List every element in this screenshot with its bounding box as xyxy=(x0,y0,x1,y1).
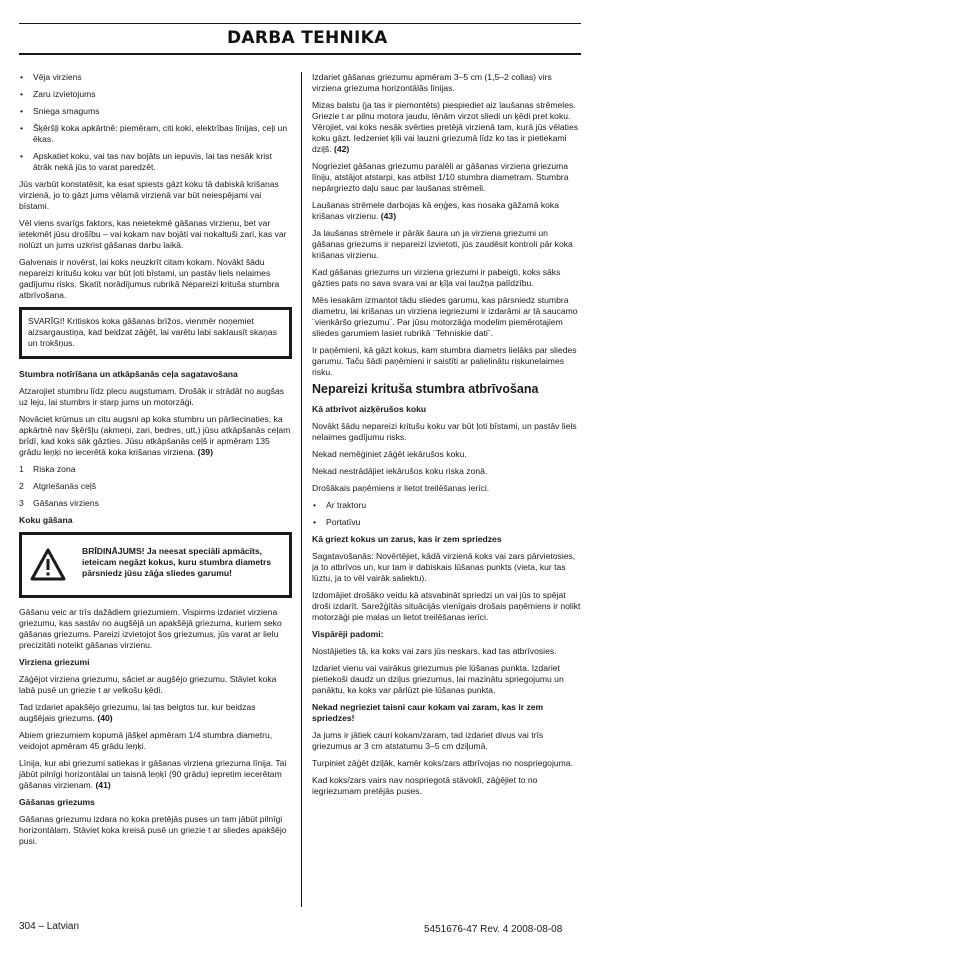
paragraph: Nekad nemēģiniet zāģēt iekārušos koku. xyxy=(312,449,467,459)
important-notice-text: SVARĪGI! Kritiskos koka gāšanas brīžos, vienmēr noņemiet aizsargaustiņa, kad beidzat zāģēt, lai varētu labi saklausīt skaņas un trokšņus. xyxy=(28,316,277,348)
paragraph-text: Mizas balstu (ja tas ir piemontēts) piespiediet aiz laušanas strēmeles. Griezie t ar pilnu motora jaudu, lēnām virzot sliedi un ķēdi pret koku. Vērojiet, vai koks nesāk svērties pretējā virzienā tam, kurā jūs vēlaties koku gāzt. Iedzeniet ķīli vai lauzni griezumā līdz ko tas ir pietiekami dziļš. xyxy=(312,100,579,154)
paragraph: Mēs iesakām izmantot tādu sliedes garumu, kas pārsniedz stumbra diametru, lai krišanas un virziena iegriezumi ir izdarāmi ar tā saucamo ¨vienkāršo griezumu¨. Par jūsu motorzāģa modelim piemērotajiem sliedes garumiem lasiet rubrikā ¨Tehniskie dati¨. xyxy=(312,295,578,338)
item-number: 2 xyxy=(19,481,24,491)
paragraph: Sagatavošanās: Novērtējiet, kādā virzienā koks vai zars pārvietosies, ja to atbrīvos un, kur tam ir dabiskais lūšanas punkts (vieta, kur tas lūztu, ja to vēl vairāk saliektu). xyxy=(312,551,576,583)
paragraph xyxy=(19,758,292,791)
paragraph-text: Līnija, kur abi griezumi satiekas ir gāšanas virziena griezuma līnija. Tai jābūt pilnīgi horizontālai un taisnā leņķī (90 grādu) iepretim iecerētam gāšanas virzienam. xyxy=(19,758,287,790)
item-number: 3 xyxy=(19,498,24,508)
item-text: Riska zona xyxy=(33,464,76,474)
figure-reference: (43) xyxy=(380,211,397,221)
item-text: Gāšanas virziens xyxy=(33,498,99,508)
page-number: 304 – Latvian xyxy=(19,921,80,932)
header-bar xyxy=(19,23,581,55)
paragraph xyxy=(19,702,292,724)
paragraph: Novākt šādu nepareizi kritušu koku var būt ļoti bīstami, un pastāv liels nelaimes gadījumu risks. xyxy=(312,421,577,442)
numbered-item xyxy=(19,464,292,475)
important-notice-box xyxy=(19,307,292,359)
subheading-felling: Koku gāšana xyxy=(19,515,73,525)
paragraph xyxy=(19,414,292,458)
list-item: • Vēja virziens xyxy=(19,72,292,83)
bold-warning-line: Nekad negrieziet taisni caur kokam vai zaram, kas ir zem spriedzes! xyxy=(312,702,544,723)
figure-reference: (41) xyxy=(95,780,111,790)
item-text: Atgriešanās ceļš xyxy=(33,481,97,491)
paragraph-text: Laušanas strēmele darbojas kā eņģes, kas nosaka gāžamā koka krišanas virzienu. xyxy=(312,200,559,221)
paragraph: Drošākais paņēmiens ir lietot treilēšanas ierīci. xyxy=(312,483,490,493)
document-reference: 5451676-47 Rev. 4 2008-08-08 xyxy=(424,924,563,935)
paragraph: Nogrieziet gāšanas griezumu paralēli ar gāšanas virziena griezuma līniju, atstājot atstarpi, kas atbilst 1/10 stumbra diametram. Stumbra nepārgriezto daļu sauc par laušanas strēmeli. xyxy=(312,161,569,193)
paragraph-text: Tad izdariet apakšējo griezumu, lai tas beigtos tur, kur beidzas augšējais griezums. xyxy=(19,702,256,723)
paragraph: Nostājieties tā, ka koks vai zars jūs neskars, kad tas atbrīvosies. xyxy=(312,646,557,656)
subheading-tension: Kā griezt kokus un zarus, kas ir zem spriedzes xyxy=(312,534,502,544)
list-item: • Šķēršļi koka apkārtnē: piemēram, citi koki, elektrības līnijas, ceļi un ēkas. xyxy=(19,123,292,145)
paragraph: Ir paņēmieni, kā gāzt kokus, kam stumbra diametrs lielāks par sliedes garumu. Taču šādi paņēmieni ir saistīti ar palielinātu riskunelaimes risku. xyxy=(312,345,577,377)
figure-reference: (42) xyxy=(333,144,350,154)
list-item: • Ar traktoru xyxy=(312,500,582,511)
list-item: • Sniega smagums xyxy=(19,106,292,117)
column-divider xyxy=(301,72,302,907)
paragraph: Kad koks/zars vairs nav nospriegotā stāvoklī, zāģējiet to no iegriezumam pretējās puses. xyxy=(312,775,538,796)
page-title: DARBA TEHNIKA xyxy=(227,28,388,48)
paragraph: Izdomājiet drošāko veidu kā atsvabināt spriedzi un vai jūs to spējat droši izdarīt. Sarežģītās situācijās vienīgais drošais paņēmiens ir nolikt motorzāģi pie malas un lietot treilēšanas ierīci. xyxy=(312,590,581,622)
figure-reference: (39) xyxy=(197,447,213,457)
warning-box xyxy=(19,532,292,598)
numbered-item xyxy=(19,481,292,492)
bullet-list-winch xyxy=(312,500,582,528)
warning-triangle-icon xyxy=(30,548,66,582)
list-item: • Zaru izvietojums xyxy=(19,89,292,100)
paragraph: Galvenais ir novērst, lai koks neuzkrīt citam kokam. Novākt šādu nepareizi kritušu koku var būt ļoti bīstami, un pastāv liels nelaimes gadījumu risks. Skatīt norādījumus rubrikā Nepareizi krituša stumbra atbrīvošana. xyxy=(19,257,280,300)
paragraph xyxy=(312,200,582,222)
paragraph xyxy=(312,100,582,155)
subheading-felling-cut: Gāšanas griezums xyxy=(19,797,95,807)
paragraph: Ja laušanas strēmele ir pārāk šaura un ja virziena griezumi un gāšanas griezums ir nepareizi izvietoti, jūs zaudēsit kontroli pār koka krišanas virzienu. xyxy=(312,228,573,260)
paragraph: Turpiniet zāģēt dziļāk, kamēr koks/zars atbrīvojas no nospriegojuma. xyxy=(312,758,573,768)
paragraph: Gāšanu veic ar trīs dažādiem griezumiem. Vispirms izdariet virziena griezumu, kas sastāv no augšējā un apakšējā griezuma, kuriem seko gāšanas griezums. Pareizi izvietojot šos griezumus, jūs varat ar lielu precizitāti noteikt gāšanas virzienu. xyxy=(19,607,282,650)
paragraph: Vēl viens svarīgs faktors, kas neietekmē gāšanas virzienu, bet var ietekmēt jūsu drošību – vai kokam nav bojāti vai nokaltuši zari, kas var nolūzt un jums uzkrist gāšanas darbu laikā. xyxy=(19,218,287,250)
numbered-item xyxy=(19,498,292,509)
warning-text: BRĪDINĀJUMS! Ja neesat speciāli apmācīts, ieteicam negāzt kokus, kuru stumbra diametrs pārsniedz jūsu zāģa sliedes garumu! xyxy=(82,545,272,578)
subheading-release: Kā atbrīvot aizķērušos koku xyxy=(312,404,427,414)
list-item: • Apskatiet koku, vai tas nav bojāts un iepuvis, lai tas nesāk krist ātrāk nekā jūs to varat paredzēt. xyxy=(19,151,292,173)
paragraph: Nekad nestrādājiet iekārušos koku riska zonā. xyxy=(312,466,488,476)
item-number: 1 xyxy=(19,464,24,474)
paragraph: Gāšanas griezumu izdara no koka pretējās puses un tam jābūt pilnīgi horizontālam. Stāviet koka kreisā pusē un griezie t ar sliedes apakšējo pusi. xyxy=(19,814,287,846)
section-heading: Nepareizi krituša stumbra atbrīvošana xyxy=(312,382,539,396)
paragraph: Kad gāšanas griezums un virziena griezumi ir pabeigti, koks sāks gāzties pats no sava svara vai ar ķīļa vai laužņa palīdzību. xyxy=(312,267,561,288)
left-column xyxy=(19,72,292,853)
right-column xyxy=(312,72,582,803)
paragraph: Zāģējot virziena griezumu, săciet ar augšējo griezumu. Stāviet koka labā pusē un griezie t ar velkošu ķēdi. xyxy=(19,674,277,695)
paragraph: Atzarojiet stumbru līdz plecu augstumam. Drošāk ir strādāt no augšas uz leju, lai stumbrs ir starp jums un motorzāģi. xyxy=(19,386,285,407)
list-item: • Portatīvu xyxy=(312,517,582,528)
paragraph-text: Novāciet krūmus un citu augsni ap koka stumbru un pārliecinaties, ka apkārtnē nav šķēršļu (akmeņi, zari, bedres, utt.) jūsu atkāpšanās ceļam brīdī, kad koks sāk gāzties. Jūsu atkāpšanās ceļš ir apmēram 135 grādu leņķi no iecerētā koka krišanas virziena. xyxy=(19,414,291,457)
paragraph: Abiem griezumiem kopumā jāšķel apmēram 1/4 stumbra diametru, veidojot apmēram 45 grādu leņķi. xyxy=(19,730,273,751)
paragraph: Izdariet vienu vai vairākus griezumus pie lūšanas punkta. Izdariet pietiekoši daudz un dziļus griezumus, lai mazinātu spriegojumu un panāktu, ka koks var pārlūzt pie lūšanas punkta. xyxy=(312,663,564,695)
subheading-direction-cuts: Virziena griezumi xyxy=(19,657,90,667)
subheading-general-tips: Vispārēji padomi: xyxy=(312,629,384,639)
figure-reference: (40) xyxy=(97,713,113,723)
paragraph: Ja jums ir jātiek cauri kokam/zaram, tad izdariet divus vai trīs griezumus ar 3 cm atstatumu 3–5 cm dziļumā. xyxy=(312,730,544,751)
bullet-list-factors xyxy=(19,72,292,173)
numbered-legend-list xyxy=(19,464,292,509)
subheading-escape-path: Stumbra notīrīšana un atkāpšanās ceļa sagatavošana xyxy=(19,369,238,379)
paragraph: Izdariet gāšanas griezumu apmēram 3–5 cm (1,5–2 collas) virs virziena griezuma horizontālās līnijas. xyxy=(312,72,552,93)
paragraph: Jūs varbūt konstatēsit, ka esat spiests gāzt koku tā dabiskā krišanas virzienā, jo to gāzt jums vēlamā virzienā var būt neiespējami vai bīstami. xyxy=(19,179,279,211)
